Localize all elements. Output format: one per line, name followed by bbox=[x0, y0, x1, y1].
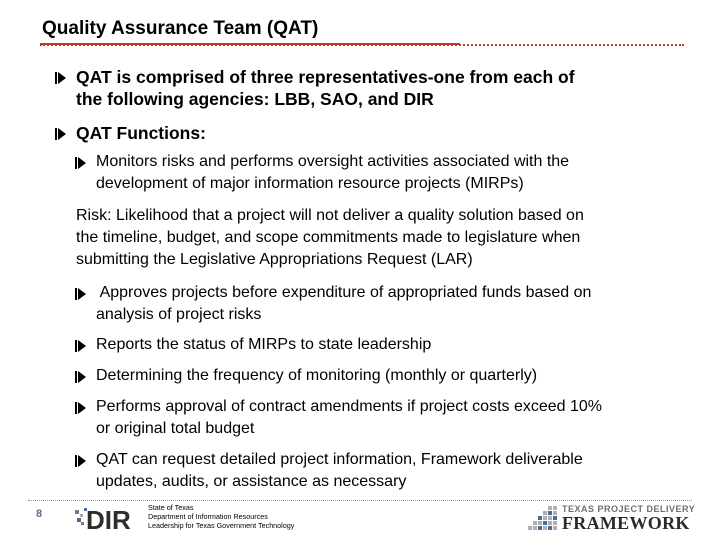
subbullet-contract-amendments bbox=[96, 396, 602, 440]
bullet-text-line: QAT can request detailed project information, Framework deliverable bbox=[96, 451, 583, 468]
framework-logo-square bbox=[538, 521, 542, 525]
footer-organization bbox=[148, 503, 294, 530]
dir-logo-wordmark: DIR bbox=[86, 505, 131, 532]
framework-logo-square bbox=[543, 526, 547, 530]
framework-logo-square bbox=[553, 521, 557, 525]
dir-logo bbox=[75, 504, 139, 532]
framework-logo-mark bbox=[528, 504, 560, 534]
framework-logo-square bbox=[533, 521, 537, 525]
framework-logo-square bbox=[548, 516, 552, 520]
footer-divider bbox=[28, 500, 692, 501]
page-number: 8 bbox=[36, 508, 43, 520]
bullet-text-line: Determining the frequency of monitoring (monthly or quarterly) bbox=[96, 367, 538, 384]
bullet-text-line: Approves projects before expenditure of appropriated funds based on bbox=[96, 284, 592, 301]
bullet-arrow-icon bbox=[78, 288, 86, 300]
bullet-text-line: QAT is comprised of three representatives-one from each of bbox=[76, 67, 575, 87]
framework-logo-square bbox=[538, 526, 542, 530]
footer-org-line: Leadership for Texas Government Technology bbox=[148, 521, 295, 530]
bullet-text-line: Monitors risks and performs oversight activities associated with the bbox=[96, 153, 570, 170]
dir-logo-square bbox=[80, 514, 83, 517]
framework-logo-square bbox=[553, 526, 557, 530]
bullet-arrow-icon bbox=[58, 72, 66, 84]
bullet-text-line: Performs approval of contract amendments if project costs exceed 10% bbox=[96, 398, 603, 415]
framework-logo bbox=[528, 502, 696, 534]
bullet-arrow-icon bbox=[78, 455, 86, 467]
framework-logo-square bbox=[538, 516, 542, 520]
risk-definition bbox=[76, 205, 584, 271]
framework-logo-wordmark: FRAMEWORK bbox=[562, 513, 690, 533]
framework-logo-square bbox=[548, 526, 552, 530]
bullet-qat-composition bbox=[76, 66, 575, 110]
framework-logo-square bbox=[543, 521, 547, 525]
framework-logo-tagline: TEXAS PROJECT DELIVERY bbox=[562, 504, 696, 514]
framework-logo-square bbox=[553, 511, 557, 515]
bullet-text-line: the following agencies: LBB, SAO, and DIR bbox=[76, 89, 434, 109]
bullet-arrow-icon bbox=[58, 128, 66, 140]
bullet-qat-functions bbox=[76, 122, 206, 144]
subbullet-request-information bbox=[96, 449, 583, 493]
risk-text-line: submitting the Legislative Appropriations Request (LAR) bbox=[76, 251, 473, 268]
framework-logo-square bbox=[548, 506, 552, 510]
risk-text-line: Risk: Likelihood that a project will not deliver a quality solution based on bbox=[76, 207, 584, 224]
framework-logo-square bbox=[543, 511, 547, 515]
title-underline bbox=[40, 43, 460, 45]
dir-logo-square bbox=[75, 510, 79, 514]
bullet-text-line: Reports the status of MIRPs to state leadership bbox=[96, 336, 432, 353]
framework-logo-square bbox=[543, 516, 547, 520]
subbullet-approves-projects bbox=[96, 282, 591, 326]
footer-org-line: Department of Information Resources bbox=[148, 512, 268, 521]
bullet-text-line: analysis of project risks bbox=[96, 306, 262, 323]
framework-logo-square bbox=[553, 506, 557, 510]
bullet-arrow-icon bbox=[78, 402, 86, 414]
bullet-text-line: updates, audits, or assistance as necessary bbox=[96, 473, 407, 490]
bullet-arrow-icon bbox=[78, 157, 86, 169]
framework-logo-square bbox=[553, 516, 557, 520]
subbullet-monitors-risks bbox=[96, 151, 569, 195]
subbullet-reports-status bbox=[96, 334, 431, 356]
dir-logo-square bbox=[81, 522, 84, 525]
dir-logo-square bbox=[77, 518, 81, 522]
slide-title: Quality Assurance Team (QAT) bbox=[42, 18, 319, 39]
bullet-arrow-icon bbox=[78, 371, 86, 383]
bullet-arrow-icon bbox=[78, 340, 86, 352]
bullet-text-line: or original total budget bbox=[96, 420, 255, 437]
framework-logo-square bbox=[533, 526, 537, 530]
framework-logo-square bbox=[548, 511, 552, 515]
bullet-text-line: QAT Functions: bbox=[76, 123, 206, 143]
footer-org-line: State of Texas bbox=[148, 503, 194, 512]
framework-logo-square bbox=[548, 521, 552, 525]
subbullet-monitoring-frequency bbox=[96, 365, 537, 387]
risk-text-line: the timeline, budget, and scope commitments made to legislature when bbox=[76, 229, 581, 246]
bullet-text-line: development of major information resource projects (MIRPs) bbox=[96, 175, 524, 192]
framework-logo-square bbox=[528, 526, 532, 530]
